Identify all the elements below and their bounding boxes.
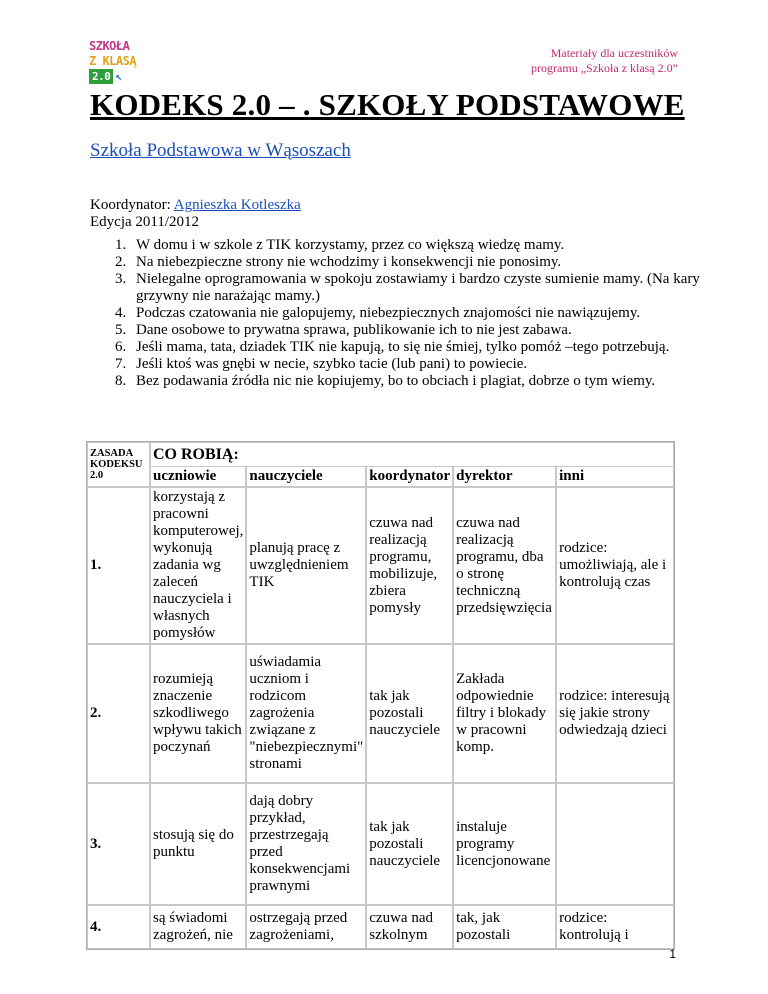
- table-row: [87, 487, 674, 644]
- table-cell: rodzice: interesują się jakie strony odwiedzają dzieci: [556, 644, 674, 783]
- table-cell: instaluje programy licencjonowane: [453, 783, 556, 905]
- table-cell: uświadamia uczniom i rodzicom zagrożenia związane z "niebezpiecznymi" stronami: [246, 644, 366, 783]
- col-header-inni: inni: [556, 466, 674, 487]
- table-cell: rodzice: kontrolują i: [556, 905, 674, 949]
- table-cell: czuwa nad szkolnym: [366, 905, 453, 949]
- table-row: [87, 905, 674, 949]
- table-cell: czuwa nad realizacją programu, mobilizuje, zbiera pomysły: [366, 487, 453, 644]
- table-cell: Zakłada odpowiednie filtry i blokady w pracowni komp.: [453, 644, 556, 783]
- header-line-2: programu „Szkoła z klasą 2.0”: [531, 61, 678, 75]
- table-cell: czuwa nad realizacją programu, dba o stronę techniczną przedsięwzięcia: [453, 487, 556, 644]
- rules-list: [90, 237, 730, 390]
- page-header: [531, 46, 678, 76]
- logo-line-3: [89, 69, 139, 84]
- table-cell: ostrzegają przed zagrożeniami,: [246, 905, 366, 949]
- row-number: 3.: [87, 783, 150, 905]
- code-table: [86, 441, 675, 950]
- table-cell: tak jak pozostali nauczyciele: [366, 783, 453, 905]
- table-cell: tak, jak pozostali: [453, 905, 556, 949]
- table-cell: są świadomi zagrożeń, nie: [150, 905, 246, 949]
- table-cell: stosują się do punktu: [150, 783, 246, 905]
- table-cell: rozumieją znaczenie szkodliwego wpływu takich poczynań: [150, 644, 246, 783]
- rule-item: 7. Jeśli ktoś was gnębi w necie, szybko tacie (lub pani) to powiecie.: [130, 356, 730, 373]
- header-line-1: Materiały dla uczestników: [550, 46, 678, 60]
- coordinator-label: Koordynator:: [90, 197, 174, 213]
- col-header-nauczyciele: nauczyciele: [246, 466, 366, 487]
- row-number: 4.: [87, 905, 150, 949]
- row-number: 2.: [87, 644, 150, 783]
- logo-line-1: SZKOŁA: [89, 39, 130, 53]
- coordinator-line: [90, 197, 301, 214]
- table-row: [87, 644, 674, 783]
- rule-item: 5. Dane osobowe to prywatna sprawa, publikowanie ich to nie jest zabawa.: [130, 322, 730, 339]
- table-cell: tak jak pozostali nauczyciele: [366, 644, 453, 783]
- zasada-header: ZASADA KODEKSU 2.0: [87, 442, 150, 487]
- table-cell: planują pracę z uwzględnieniem TIK: [246, 487, 366, 644]
- col-header-koordynator: koordynator: [366, 466, 453, 487]
- program-logo: [89, 39, 139, 85]
- cursor-icon: ↖: [115, 70, 122, 83]
- rule-item: 2. Na niebezpieczne strony nie wchodzimy i konsekwencji nie ponosimy.: [130, 254, 730, 271]
- rule-item: 4. Podczas czatowania nie galopujemy, niebezpiecznych znajomości nie nawiązujemy.: [130, 305, 730, 322]
- logo-version: 2.0: [89, 69, 113, 84]
- table-row: [87, 783, 674, 905]
- rule-item: 6. Jeśli mama, tata, dziadek TIK nie kapują, to się nie śmiej, tylko pomóż –tego potrzebują.: [130, 339, 730, 356]
- school-link[interactable]: Szkoła Podstawowa w Wąsoszach: [90, 140, 351, 161]
- meta-block: [90, 197, 301, 231]
- rule-item: 1. W domu i w szkole z TIK korzystamy, przez co większą wiedzę mamy.: [130, 237, 730, 254]
- col-header-uczniowie: uczniowie: [150, 466, 246, 487]
- col-header-dyrektor: dyrektor: [453, 466, 556, 487]
- rule-item: 8. Bez podawania źródła nic nie kopiujemy, bo to obciach i plagiat, dobrze o tym wiemy.: [130, 373, 730, 390]
- coordinator-link[interactable]: Agnieszka Kotleszka: [173, 197, 301, 213]
- table-cell: dają dobry przykład, przestrzegają przed konsekwencjami prawnymi: [246, 783, 366, 905]
- document-title: KODEKS 2.0 – . SZKOŁY PODSTAWOWE: [90, 87, 685, 122]
- page-number: 1: [669, 947, 676, 961]
- co-robia-header: CO ROBIĄ:: [150, 442, 674, 466]
- table-cell: korzystają z pracowni komputerowej, wykonują zadania wg zaleceń nauczyciela i własnych pomysłów: [150, 487, 246, 644]
- edition-line: Edycja 2011/2012: [90, 214, 200, 230]
- rule-item: 3. Nielegalne oprogramowania w spokoju zostawiamy i bardzo czyste sumienie mamy. (Na kary grzywny nie narażając mamy.): [130, 271, 730, 305]
- table-cell: [556, 783, 674, 905]
- logo-line-2: Z KLASĄ: [89, 54, 137, 68]
- row-number: 1.: [87, 487, 150, 644]
- table-cell: rodzice: umożliwiają, ale i kontrolują czas: [556, 487, 674, 644]
